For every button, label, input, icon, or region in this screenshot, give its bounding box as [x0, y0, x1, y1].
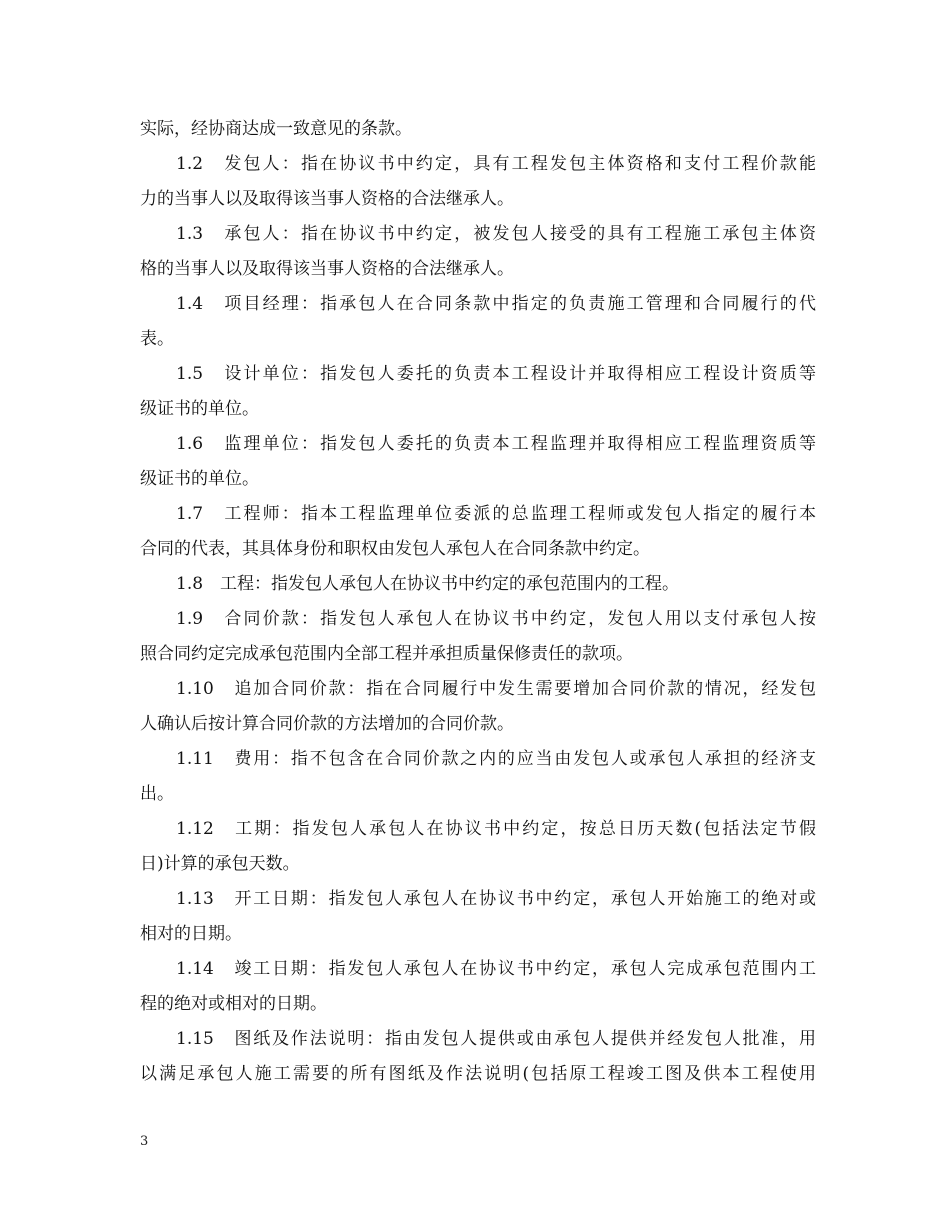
clause-1-11-line-2: 出。 [140, 784, 174, 804]
clause-1-10-line-2: 人确认后按计算合同价款的方法增加的合同价款。 [140, 714, 514, 734]
clause-1-14-line-1: 1.14 竣工日期：指发包人承包人在协议书中约定，承包人完成承包范围内工 [176, 959, 816, 979]
clause-1-9-line-1: 1.9 合同价款：指发包人承包人在协议书中约定，发包人用以支付承包人按 [176, 609, 816, 629]
clause-1-9-line-2: 照合同约定完成承包范围内全部工程并承担质量保修责任的款项。 [140, 644, 633, 664]
clause-1-12-line-2: 日)计算的承包天数。 [140, 854, 300, 874]
clause-1-7-line-1: 1.7 工程师：指本工程监理单位委派的总监理工程师或发包人指定的履行本 [176, 504, 816, 524]
clause-1-5-line-1: 1.5 设计单位：指发包人委托的负责本工程设计并取得相应工程设计资质等 [176, 364, 816, 384]
document-body [140, 112, 816, 1092]
clause-1-15-line-1: 1.15 图纸及作法说明：指由发包人提供或由承包人提供并经发包人批准，用 [176, 1029, 816, 1049]
clause-1-15-line-2: 以满足承包人施工需要的所有图纸及作法说明(包括原工程竣工图及供本工程使用 [140, 1064, 816, 1084]
clause-1-2-line-1: 1.2 发包人：指在协议书中约定，具有工程发包主体资格和支付工程价款能 [176, 154, 816, 174]
clause-1-14-line-2: 程的绝对或相对的日期。 [140, 994, 327, 1014]
clause-1-11-line-1: 1.11 费用：指不包含在合同价款之内的应当由发包人或承包人承担的经济支 [176, 749, 816, 769]
text-line: 实际，经协商达成一致意见的条款。 [140, 119, 412, 139]
clause-1-2-line-2: 力的当事人以及取得该当事人资格的合法继承人。 [140, 189, 514, 209]
clause-1-4-line-1: 1.4 项目经理：指承包人在合同条款中指定的负责施工管理和合同履行的代 [176, 294, 816, 314]
clause-1-13-line-2: 相对的日期。 [140, 924, 242, 944]
clause-1-13-line-1: 1.13 开工日期：指发包人承包人在协议书中约定，承包人开始施工的绝对或 [176, 889, 816, 909]
clause-1-3-line-1: 1.3 承包人：指在协议书中约定，被发包人接受的具有工程施工承包主体资 [176, 224, 816, 244]
clause-1-4-line-2: 表。 [140, 329, 174, 349]
clause-1-8-line-1: 1.8 工程：指发包人承包人在协议书中约定的承包范围内的工程。 [176, 574, 680, 594]
clause-1-6-line-2: 级证书的单位。 [140, 469, 259, 489]
clause-1-6-line-1: 1.6 监理单位：指发包人委托的负责本工程监理并取得相应工程监理资质等 [176, 434, 816, 454]
clause-1-3-line-2: 格的当事人以及取得该当事人资格的合法继承人。 [140, 259, 514, 279]
clause-1-5-line-2: 级证书的单位。 [140, 399, 259, 419]
clause-1-10-line-1: 1.10 追加合同价款：指在合同履行中发生需要增加合同价款的情况，经发包 [176, 679, 816, 699]
page-number: 3 [140, 1134, 149, 1149]
clause-1-12-line-1: 1.12 工期：指发包人承包人在协议书中约定，按总日历天数(包括法定节假 [176, 819, 816, 839]
clause-1-7-line-2: 合同的代表，其具体身份和职权由发包人承包人在合同条款中约定。 [140, 539, 650, 559]
